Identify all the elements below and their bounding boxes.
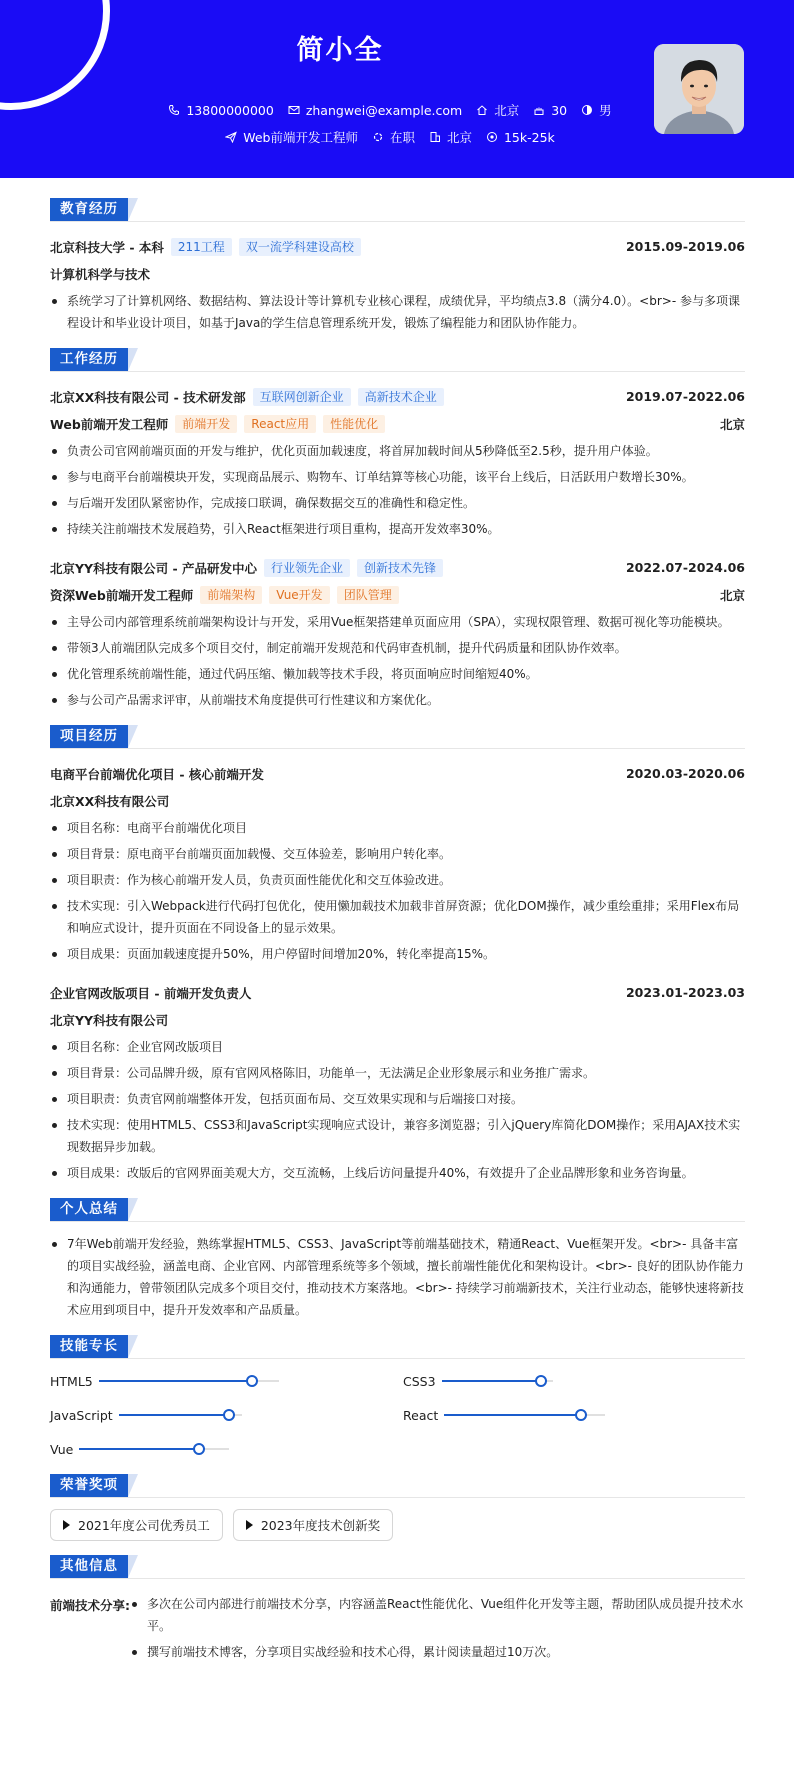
list-item: 撰写前端技术博客，分享项目实战经验和技术心得，累计阅读量超过10万次。 bbox=[130, 1641, 745, 1663]
job-row bbox=[110, 128, 670, 146]
skill-bar bbox=[442, 1380, 553, 1382]
list-item: 项目成果：页面加载速度提升50%，用户停留时间增加20%，转化率提高15%。 bbox=[50, 943, 745, 965]
work-location: 北京 bbox=[719, 587, 745, 603]
project-title: 企业官网改版项目 - 前端开发负责人 bbox=[50, 985, 252, 1001]
work-period: 2019.07-2022.06 bbox=[625, 389, 745, 404]
skill-item bbox=[50, 1404, 403, 1426]
list-item: 项目成果：改版后的官网界面美观大方，交互流畅，上线后访问量提升40%，有效提升了企业品牌形象和业务咨询量。 bbox=[50, 1162, 745, 1184]
work-entry bbox=[50, 554, 745, 711]
awards-section bbox=[50, 1474, 745, 1541]
work-entry bbox=[50, 383, 745, 540]
other-label: 前端技术分享: bbox=[50, 1598, 130, 1613]
list-item: 参与公司产品需求评审，从前端技术角度提供可行性建议和方案优化。 bbox=[50, 689, 745, 711]
skill-bar bbox=[99, 1380, 279, 1382]
skill-name: React bbox=[403, 1407, 439, 1423]
list-item: 主导公司内部管理系统前端架构设计与开发，采用Vue框架搭建单页面应用（SPA），实现权限管理、数据可视化等功能模块。 bbox=[50, 611, 745, 633]
role-title: Web前端开发工程师 bbox=[50, 416, 169, 432]
section-header bbox=[50, 1474, 745, 1497]
role-tag: React应用 bbox=[244, 415, 316, 433]
section-header bbox=[50, 1198, 745, 1221]
company-tag: 创新技术先锋 bbox=[357, 559, 443, 577]
skill-item bbox=[50, 1438, 403, 1460]
list-item: 项目名称：企业官网改版项目 bbox=[50, 1036, 745, 1058]
skills-section bbox=[50, 1335, 745, 1460]
resume-header bbox=[0, 0, 794, 178]
role-tag: 前端架构 bbox=[200, 586, 262, 604]
avatar bbox=[654, 44, 744, 134]
section-title: 其他信息 bbox=[50, 1555, 128, 1578]
job-title-item bbox=[225, 128, 358, 146]
status-item bbox=[372, 128, 415, 146]
skills-grid bbox=[50, 1370, 745, 1460]
list-item: 技术实现：使用HTML5、CSS3和JavaScript实现响应式设计，兼容多浏览器；引入jQuery库简化DOM操作；采用AJAX技术实现数据异步加载。 bbox=[50, 1114, 745, 1158]
building-icon bbox=[429, 131, 441, 143]
sync-icon bbox=[372, 131, 384, 143]
other-info bbox=[50, 1590, 745, 1671]
gender-text: 男 bbox=[599, 103, 612, 118]
projects-section bbox=[50, 725, 745, 1184]
gender-icon bbox=[581, 104, 593, 116]
summary-section bbox=[50, 1198, 745, 1321]
skill-name: CSS3 bbox=[403, 1373, 436, 1389]
list-item: 带领3人前端团队完成多个项目交付，制定前端开发规范和代码审查机制，提升代码质量和团队协作效率。 bbox=[50, 637, 745, 659]
location-text: 北京 bbox=[494, 103, 520, 118]
phone-icon bbox=[168, 104, 180, 116]
role-tag: 团队管理 bbox=[337, 586, 399, 604]
role-tag: 前端开发 bbox=[175, 415, 237, 433]
candidate-name: 简小全 bbox=[296, 35, 384, 66]
list-item: 持续关注前端技术发展趋势，引入React框架进行项目重构，提高开发效率30%。 bbox=[50, 518, 745, 540]
project-company: 北京XX科技有限公司 bbox=[50, 793, 170, 809]
project-period: 2023.01-2023.03 bbox=[625, 985, 745, 1000]
list-item: 项目职责：作为核心前端开发人员，负责页面性能优化和交互体验改进。 bbox=[50, 869, 745, 891]
age-item bbox=[533, 103, 567, 118]
contact-row bbox=[110, 101, 670, 119]
role-tag: Vue开发 bbox=[269, 586, 329, 604]
list-item: 与后端开发团队紧密协作，完成接口联调，确保数据交互的准确性和稳定性。 bbox=[50, 492, 745, 514]
list-item: 负责公司官网前端页面的开发与维护，优化页面加载速度，将首屏加载时间从5秒降低至2.5秒，提升用户体验。 bbox=[50, 440, 745, 462]
play-icon bbox=[246, 1520, 253, 1530]
home-icon bbox=[476, 104, 488, 116]
location-item bbox=[476, 101, 519, 119]
section-header bbox=[50, 1335, 745, 1358]
company-tag: 行业领先企业 bbox=[264, 559, 350, 577]
awards-list bbox=[50, 1509, 745, 1541]
skill-item bbox=[403, 1404, 745, 1426]
company-tag: 高新技术企业 bbox=[358, 388, 444, 406]
section-header bbox=[50, 198, 745, 221]
section-title: 荣誉奖项 bbox=[50, 1474, 128, 1497]
send-icon bbox=[225, 131, 237, 143]
school-tag: 211工程 bbox=[171, 238, 232, 256]
list-item: 项目名称：电商平台前端优化项目 bbox=[50, 817, 745, 839]
project-title: 电商平台前端优化项目 - 核心前端开发 bbox=[50, 766, 264, 782]
skill-name: Vue bbox=[50, 1441, 74, 1457]
award-chip[interactable] bbox=[233, 1509, 393, 1541]
section-header bbox=[50, 1555, 745, 1578]
role-title: 资深Web前端开发工程师 bbox=[50, 587, 194, 603]
section-title: 教育经历 bbox=[50, 198, 128, 221]
salary-item bbox=[486, 130, 555, 145]
skill-bar bbox=[119, 1414, 242, 1416]
skill-item bbox=[50, 1370, 403, 1392]
education-period: 2015.09-2019.06 bbox=[625, 239, 745, 254]
project-company: 北京YY科技有限公司 bbox=[50, 1012, 169, 1028]
avatar-portrait bbox=[654, 44, 744, 134]
education-bullets bbox=[50, 290, 745, 334]
company-name: 北京YY科技有限公司 - 产品研发中心 bbox=[50, 560, 257, 576]
skill-name: JavaScript bbox=[50, 1407, 113, 1423]
school-tag: 双一流学科建设高校 bbox=[239, 238, 361, 256]
city-text: 北京 bbox=[446, 130, 472, 145]
city-item bbox=[429, 128, 472, 146]
section-title: 工作经历 bbox=[50, 348, 128, 371]
play-icon bbox=[63, 1520, 70, 1530]
section-header bbox=[50, 348, 745, 371]
salary-text: 15k-25k bbox=[503, 129, 555, 145]
list-item: 系统学习了计算机网络、数据结构、算法设计等计算机专业核心课程，成绩优异，平均绩点3.8（满分4.0）。<br>- 参与多项课程设计和毕业设计项目，如基于Java的学生信息管理系统开发，锻炼了编程能力和团队协作能力。 bbox=[50, 290, 745, 334]
project-period: 2020.03-2020.06 bbox=[625, 766, 745, 781]
list-item: 技术实现：引入Webpack进行代码打包优化，使用懒加载技术加载非首屏资源；优化DOM操作，减少重绘重排；采用Flex布局和响应式设计，提升页面在不同设备上的显示效果。 bbox=[50, 895, 745, 939]
award-label: 2021年度公司优秀员工 bbox=[78, 1518, 210, 1533]
company-name: 北京XX科技有限公司 - 技术研发部 bbox=[50, 389, 246, 405]
list-item: 项目背景：公司品牌升级，原有官网风格陈旧，功能单一，无法满足企业形象展示和业务推广需求。 bbox=[50, 1062, 745, 1084]
list-item: 项目背景：原电商平台前端页面加载慢、交互体验差，影响用户转化率。 bbox=[50, 843, 745, 865]
cake-icon bbox=[533, 104, 545, 116]
list-item: 项目职责：负责官网前端整体开发，包括页面布局、交互效果实现和与后端接口对接。 bbox=[50, 1088, 745, 1110]
list-item: 多次在公司内部进行前端技术分享，内容涵盖React性能优化、Vue组件化开发等主题，帮助团队成员提升技术水平。 bbox=[130, 1593, 745, 1637]
skill-bar bbox=[444, 1414, 605, 1416]
work-location: 北京 bbox=[719, 416, 745, 432]
list-item: 优化管理系统前端性能，通过代码压缩、懒加载等技术手段，将页面响应时间缩短40%。 bbox=[50, 663, 745, 685]
email-text: zhangwei@example.com bbox=[305, 102, 463, 118]
list-item: 参与电商平台前端模块开发，实现商品展示、购物车、订单结算等核心功能，该平台上线后，日活跃用户数增长30%。 bbox=[50, 466, 745, 488]
work-period: 2022.07-2024.06 bbox=[625, 560, 745, 575]
phone-item bbox=[168, 103, 273, 118]
skill-name: HTML5 bbox=[50, 1373, 93, 1389]
skill-item bbox=[403, 1370, 745, 1392]
section-title: 项目经历 bbox=[50, 725, 128, 748]
other-section bbox=[50, 1555, 745, 1671]
email-item bbox=[288, 103, 462, 118]
education-row bbox=[50, 233, 745, 260]
status-text: 在职 bbox=[389, 130, 415, 145]
major: 计算机科学与技术 bbox=[50, 266, 151, 282]
age-text: 30 bbox=[551, 102, 568, 118]
work-section bbox=[50, 348, 745, 711]
company-tag: 互联网创新企业 bbox=[253, 388, 351, 406]
skill-bar bbox=[79, 1448, 229, 1450]
role-tag: 性能优化 bbox=[323, 415, 385, 433]
project-entry bbox=[50, 760, 745, 965]
section-header bbox=[50, 725, 745, 748]
coin-icon bbox=[486, 131, 498, 143]
list-item: 7年Web前端开发经验，熟练掌握HTML5、CSS3、JavaScript等前端基础技术，精通React、Vue框架开发。<br>- 具备丰富的项目实战经验，涵盖电商、企业官网、内部管理系统等多个领域，擅长前端性能优化和架构设计。<br>- 良好的团队协作能力和沟通能力，曾带领团队完成多个项目交付，推动技术方案落地。<br>- 持续学习前端新技术，关注行业动态，能够快速将新技术应用到项目中，提升开发效率和产品质量。 bbox=[50, 1233, 745, 1321]
phone-text: 13800000000 bbox=[186, 102, 274, 118]
section-title: 技能专长 bbox=[50, 1335, 128, 1358]
mail-icon bbox=[288, 104, 300, 116]
school-name: 北京科技大学 - 本科 bbox=[50, 239, 164, 255]
job-title-text: Web前端开发工程师 bbox=[243, 130, 358, 145]
education-section bbox=[50, 198, 745, 334]
award-chip[interactable] bbox=[50, 1509, 223, 1541]
gender-item bbox=[581, 101, 612, 119]
award-label: 2023年度技术创新奖 bbox=[260, 1518, 381, 1533]
project-entry bbox=[50, 979, 745, 1184]
section-title: 个人总结 bbox=[50, 1198, 128, 1221]
resume-body bbox=[50, 198, 745, 1685]
